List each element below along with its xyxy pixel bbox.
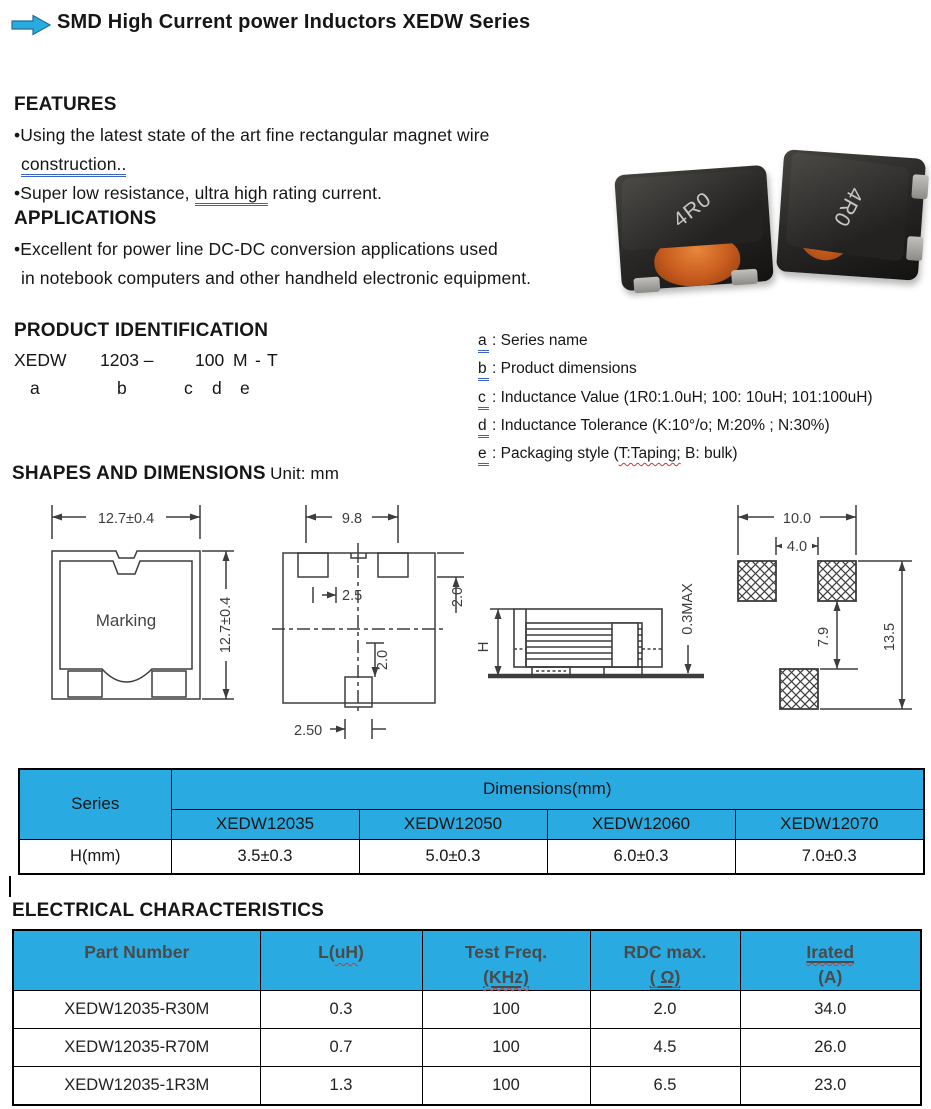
dimension-label: 13.5 [882, 622, 898, 652]
terminal [731, 269, 758, 286]
column-header: XEDW12070 [735, 809, 924, 839]
code-tolerance: M [233, 350, 248, 370]
table-cell: 100 [422, 1029, 590, 1067]
land-pattern-drawing [706, 497, 924, 747]
letter-b: b [117, 378, 127, 398]
part-marking: 4R0 [668, 187, 716, 232]
code-packaging: T [267, 350, 278, 370]
table-cell: 6.5 [590, 1067, 740, 1106]
code-series: XEDW [14, 350, 67, 370]
part-number-code [14, 350, 334, 374]
inductor-top-face [622, 169, 763, 251]
features-heading: FEATURES [14, 94, 117, 115]
table-cell: 23.0 [740, 1067, 921, 1106]
table-cell: 0.3 [260, 991, 422, 1029]
dimension-label: 10.0 [782, 511, 812, 527]
feature-line: •Using the latest state of the art fine rectangular magnet wire [14, 125, 490, 145]
code-inductance: 100 [195, 350, 225, 370]
front-view-drawing [18, 497, 256, 747]
marking-label: Marking [95, 611, 157, 630]
terminal [911, 174, 929, 199]
terminal [906, 236, 924, 261]
inductance-header: L(uH) [260, 930, 422, 991]
dimension-label: 2.5 [342, 588, 363, 604]
feature-line [21, 154, 126, 175]
table-cell: 7.0±0.3 [735, 839, 924, 874]
taping-text: T:Taping; [618, 445, 681, 462]
inductor-photo-left [614, 165, 774, 291]
electrical-table [12, 929, 922, 1106]
dimension-label: 2.0 [450, 586, 466, 608]
series-header-cell: Series [19, 769, 171, 839]
dimension-label: 7.9 [816, 626, 832, 648]
table-cell: XEDW12035-1R3M [13, 1067, 260, 1106]
top-view-drawing [256, 497, 468, 747]
dimension-label: H [475, 641, 492, 653]
column-header: XEDW12060 [547, 809, 735, 839]
legend-item-e: e : Packaging style (T:Taping; B: bulk) [478, 445, 738, 466]
table-cell: XEDW12035-R30M [13, 991, 260, 1029]
table-cell: 0.7 [260, 1029, 422, 1067]
dimensions-table [18, 768, 925, 875]
irated-header: Irated (A) [740, 930, 921, 991]
terminal [633, 277, 660, 294]
table-cell: 6.0±0.3 [547, 839, 735, 874]
table-cell: 34.0 [740, 991, 921, 1029]
table-header-row [13, 930, 921, 991]
applications-heading: APPLICATIONS [14, 208, 157, 229]
part-number-header: Part Number [13, 930, 260, 991]
dimension-label: 12.7±0.4 [97, 511, 155, 527]
dimension-label: 12.7±0.4 [218, 596, 234, 654]
code-dash: - [255, 350, 261, 370]
table-cell: 1.3 [260, 1067, 422, 1106]
letter-c: c [184, 378, 193, 398]
table-row [13, 991, 921, 1029]
table-row [19, 769, 924, 809]
dimension-label: 9.8 [341, 511, 363, 527]
product-id-heading: PRODUCT IDENTIFICATION [14, 320, 269, 341]
unit-label: Unit: mm [270, 464, 339, 483]
table-cell: 5.0±0.3 [359, 839, 547, 874]
table-cell: 2.0 [590, 991, 740, 1029]
text-cursor-artifact [9, 876, 11, 897]
ultra-high-text: ultra high [195, 183, 268, 206]
table-row [13, 1029, 921, 1067]
table-cell: 3.5±0.3 [171, 839, 359, 874]
column-header: XEDW12050 [359, 809, 547, 839]
legend-item-b: b : Product dimensions [478, 360, 637, 381]
legend-item-c: c : Inductance Value (1R0:1.0uH; 100: 10uH; 101:100uH) [478, 389, 873, 410]
dimension-label: 4.0 [786, 539, 808, 555]
letter-a: a [30, 378, 40, 398]
product-photos [612, 148, 927, 303]
column-header: XEDW12035 [171, 809, 359, 839]
shapes-heading: SHAPES AND DIMENSIONS [12, 463, 266, 484]
letter-e: e [240, 378, 250, 398]
inductor-photo-right [776, 149, 926, 281]
shapes-heading-row [12, 463, 339, 485]
table-row [13, 1067, 921, 1106]
electrical-heading: ELECTRICAL CHARACTERISTICS [12, 900, 325, 921]
right-arrow-icon [10, 13, 52, 37]
letter-d: d [212, 378, 222, 398]
table-row [19, 839, 924, 874]
page-title: SMD High Current power Inductors XEDW Series [57, 11, 531, 33]
test-freq-header: Test Freq. (KHz) [422, 930, 590, 991]
dimension-label: 0.3MAX [680, 583, 696, 635]
inductor-top-face [786, 152, 910, 262]
dimension-label: 2.50 [294, 723, 323, 739]
application-line: •Excellent for power line DC-DC conversion applications used [14, 239, 498, 259]
dimension-label: 2.0 [375, 649, 391, 671]
code-legend [478, 332, 928, 467]
legend-item-a: a : Series name [478, 332, 588, 353]
table-cell: 100 [422, 1067, 590, 1106]
construction-text: construction.. [21, 154, 126, 177]
table-cell: 4.5 [590, 1029, 740, 1067]
table-cell: 100 [422, 991, 590, 1029]
side-view-drawing [466, 497, 706, 747]
application-line: in notebook computers and other handheld electronic equipment. [21, 268, 532, 288]
code-dimensions: 1203 – [100, 350, 154, 370]
rdc-header: RDC max. ( Ω) [590, 930, 740, 991]
part-number-letters [14, 378, 334, 402]
feature-line: •Super low resistance, ultra high rating current. [14, 183, 382, 204]
legend-item-d: d : Inductance Tolerance (K:10°/o; M:20% ; N:30%) [478, 417, 830, 438]
technical-drawings [0, 497, 931, 752]
row-label: H(mm) [19, 839, 171, 874]
table-cell: 26.0 [740, 1029, 921, 1067]
table-cell: XEDW12035-R70M [13, 1029, 260, 1067]
dimensions-header-cell: Dimensions(mm) [171, 769, 924, 809]
part-marking: 4R0 [828, 183, 868, 231]
